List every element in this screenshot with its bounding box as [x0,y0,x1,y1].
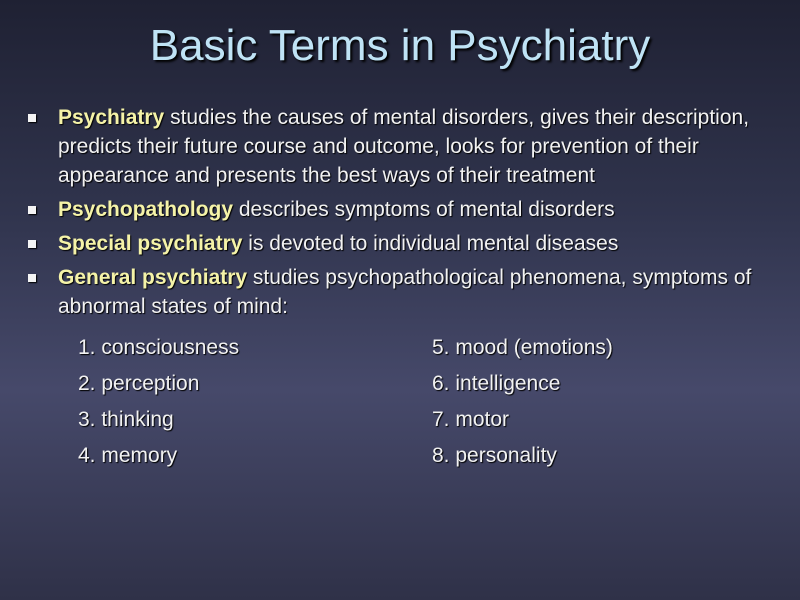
bullet-term: Psychiatry [58,106,165,129]
list-item: 7. motor [432,408,510,431]
bullet-item-psychopathology [28,195,780,224]
square-bullet-icon [28,240,36,248]
bullet-term: Special psychiatry [58,232,243,255]
square-bullet-icon [28,114,36,122]
bullet-term: General psychiatry [58,266,248,289]
bullet-text: studies psychopathological phenomena, symptoms of abnormal states of mind: [58,266,752,318]
bullet-item-general-psychiatry [28,263,780,321]
bullet-text: is devoted to individual mental diseases [242,232,619,255]
bullet-item-psychiatry [28,103,780,190]
list-item: 4. memory [78,444,178,467]
slide-title: Basic Terms in Psychiatry [149,21,651,70]
bullet-list [28,103,780,326]
list-item: 5. mood (emotions) [432,336,613,359]
bullet-text: studies the causes of mental disorders, gives their description, predicts their future course and outcome, looks for prevention of their appearance and presents the best ways of their treatment [58,106,750,187]
list-item: 8. personality [432,444,557,467]
list-item: 2. perception [78,372,200,395]
square-bullet-icon [28,274,36,282]
bullet-text: describes symptoms of mental disorders [233,198,615,221]
square-bullet-icon [28,206,36,214]
symptom-area-list [78,333,778,470]
bullet-item-special-psychiatry [28,229,780,258]
list-item: 6. intelligence [432,372,561,395]
bullet-term: Psychopathology [58,198,234,221]
list-item: 1. consciousness [78,336,240,359]
list-item: 3. thinking [78,408,174,431]
